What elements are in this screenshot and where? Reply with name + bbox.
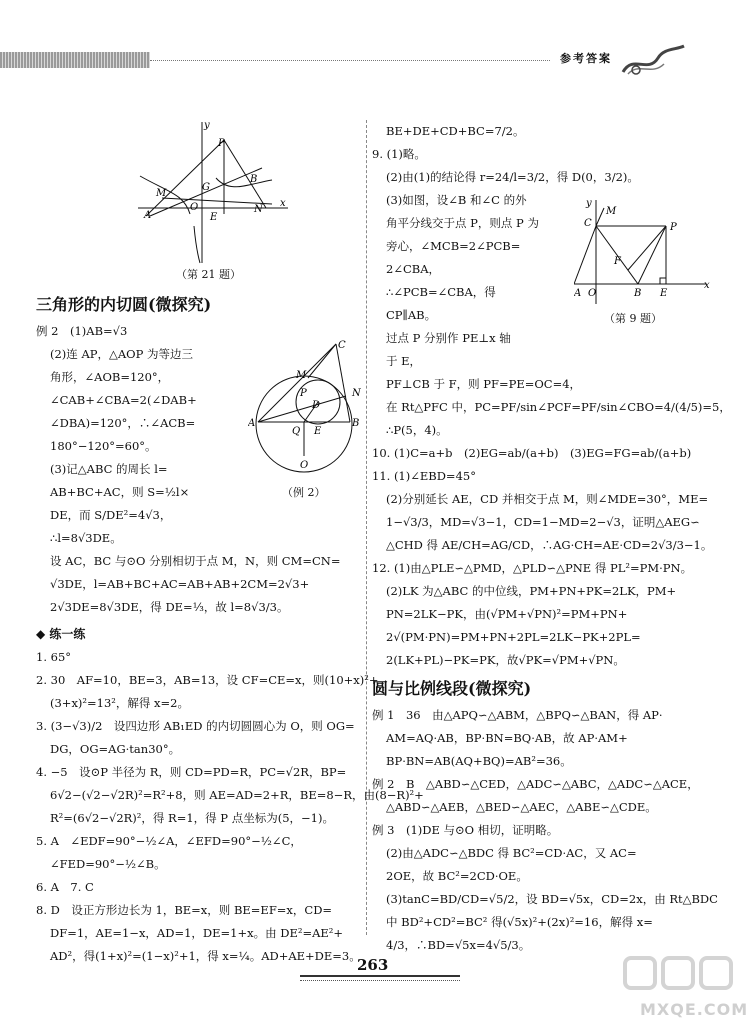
ex2-line: 设 AC，BC 与⊙O 分别相切于点 M，N，则 CM=CN= — [50, 554, 341, 568]
example-2-block — [36, 320, 251, 550]
svg-text:x: x — [704, 280, 710, 291]
answer-line: (3)如图，设∠B 和∠C 的外 — [386, 193, 527, 207]
svg-text:O: O — [190, 202, 199, 213]
ex2-line: DE，而 S/DE²=4√3， — [50, 508, 172, 522]
svg-text:y: y — [204, 120, 210, 131]
ex2-line: AB+BC+AC，则 S=½l× — [50, 485, 190, 499]
answer-line: 12. (1)由△PLE∽△PMD，△PLD∽△PNE 得 PL²=PM·PN。 — [372, 561, 693, 575]
ex2-line: ∠DBA)=120°，∴∠ACB= — [50, 416, 196, 430]
answer-line: 2∠CBA， — [386, 262, 441, 276]
answer-line: (2)分别延长 AE，CD 并相交于点 M，则∠MDE=30°，ME= — [386, 492, 709, 506]
ex2-line: ∠CAB+∠CBA=2(∠DAB+ — [50, 393, 197, 407]
figure-21 — [138, 118, 298, 268]
practice-line: 5. A ∠EDF=90°−½∠A，∠EFD=90°−½∠C， — [36, 834, 302, 848]
svg-text:B: B — [352, 418, 360, 429]
answer-line: 在 Rt△PFC 中，PC=PF/sin∠PCF=PF/sin∠CBO=4/(4/5)=5， — [386, 400, 731, 414]
practice-line: 3. (3−√3)/2 设四边形 AB₁ED 的内切圆圆心为 O，则 OG= — [36, 719, 355, 733]
svg-text:A: A — [248, 418, 256, 429]
ex2-line: (2)连 AP，△AOP 为等边三 — [50, 347, 193, 361]
q9-part3-block — [372, 189, 572, 373]
practice-line: DG，OG=AG·tan30°。 — [50, 742, 181, 756]
answer-line: 过点 P 分别作 PE⊥x 轴 — [386, 331, 511, 345]
example-line: (3)tanC=BD/CD=√5/2，设 BD=√5x，CD=2x，由 Rt△BDC — [386, 892, 718, 906]
footer-line — [300, 975, 460, 977]
practice-line: 6√2−(√2−√2R)²=R²+8，则 AE=AD=2+R，BE=8−R，由(8−R)²+ — [50, 788, 424, 802]
answer-line: PF⊥CB 于 F，则 PF=PE=OC=4， — [386, 377, 582, 391]
figure-example-2 — [248, 338, 364, 486]
example-line: △ABD∽△AEB，△BED∽△AEC，△ABE∽△CDE。 — [386, 800, 657, 814]
svg-text:N: N — [352, 388, 361, 399]
svg-text:N: N — [254, 204, 263, 215]
ex2-line: 2√3DE=8√3DE，得 DE=⅓，故 l=8√3/3。 — [50, 600, 289, 614]
answer-line: PN=2LK−PK，由(√PM+√PN)²=PM+PN+ — [386, 607, 628, 621]
answer-line: CP∥AB。 — [386, 308, 437, 322]
page-number: 263 — [357, 956, 389, 974]
svg-text:B: B — [250, 174, 258, 185]
svg-text:A: A — [574, 288, 582, 299]
answer-line: ∴P(5，4)。 — [386, 423, 448, 437]
practice-title: ◆ 练一练 — [36, 627, 86, 641]
ex2-line: 例 2 (1)AB=√3 — [36, 324, 128, 338]
practice-line: ∠FED=90°−½∠B。 — [50, 857, 166, 871]
practice-line: 2. 30 AF=10，BE=3，AB=13，设 CF=CE=x，则(10+x)²+ — [36, 673, 379, 687]
watermark-text: MXQE.COM — [640, 1000, 749, 1019]
figure-example-2-caption: （例 2） — [282, 486, 326, 499]
header-ornament-icon — [618, 44, 688, 78]
svg-text:E: E — [314, 426, 322, 437]
svg-text:P: P — [218, 138, 225, 149]
svg-text:G: G — [202, 182, 210, 193]
svg-text:Q: Q — [292, 426, 301, 437]
svg-text:P: P — [670, 222, 677, 233]
answer-line: ∴∠PCB=∠CBA，得 — [386, 285, 496, 299]
example-line: BP·BN=AB(AQ+BQ)=AB²=36。 — [386, 754, 572, 768]
svg-text:C: C — [338, 340, 346, 351]
answer-line: 9. (1)略。 — [372, 147, 426, 161]
practice-line: 8. D 设正方形边长为 1，BE=x，则 BE=EF=x，CD= — [36, 903, 333, 917]
svg-text:O: O — [588, 288, 597, 299]
example-line: (2)由△ADC∽△BDC 得 BC²=CD·AC，又 AC= — [386, 846, 637, 860]
answer-line: 旁心，∠MCB=2∠PCB= — [386, 239, 521, 253]
svg-text:x: x — [280, 198, 286, 209]
answer-line: 10. (1)C=a+b (2)EG=ab/(a+b) (3)EG=FG=ab/(a+b) — [372, 446, 692, 460]
svg-text:M: M — [156, 188, 167, 199]
ex2-line: 角形，∠AOB=120°， — [50, 370, 170, 384]
ex2-line: √3DE，l=AB+BC+AC=AB+AB+2CM=2√3+ — [50, 577, 310, 591]
answer-line: 2(LK+PL)−PK=PK，故√PK=√PM+√PN。 — [386, 653, 625, 667]
figure-21-caption: （第 21 题） — [176, 268, 241, 281]
answer-line: 于 E， — [386, 354, 422, 368]
svg-text:E: E — [660, 288, 668, 299]
practice-line: R²=(6√2−√2R)²，得 R=1，得 P 点坐标为(5，−1)。 — [50, 811, 334, 825]
practice-line: 6. A 7. C — [36, 880, 94, 894]
svg-text:M: M — [606, 206, 617, 217]
example-line: 中 BD²+CD²=BC² 得(√5x)²+(2x)²=16，解得 x= — [386, 915, 653, 929]
column-divider — [366, 120, 367, 935]
section-title-proportional: 圆与比例线段(微探究) — [372, 679, 532, 698]
figure-9-caption: （第 9 题） — [604, 312, 662, 325]
svg-text:F: F — [614, 256, 621, 267]
example-line: 例 3 (1)DE 与⊙O 相切，证明略。 — [372, 823, 559, 837]
footer-dotted-line — [300, 980, 460, 981]
answer-line: △CHD 得 AE/CH=AG/CD，∴AG·CH=AE·CD=2√3/3−1。 — [386, 538, 713, 552]
example-line: 例 1 36 由△APQ∽△ABM，△BPQ∽△BAN，得 AP· — [372, 708, 663, 722]
answer-line: (2)LK 为△ABC 的中位线，PM+PN+PK=2LK，PM+ — [386, 584, 677, 598]
svg-text:B: B — [634, 288, 642, 299]
ex2-line: (3)记△ABC 的周长 l= — [50, 462, 168, 476]
svg-text:E: E — [210, 212, 218, 223]
answer-line: BE+DE+CD+BC=7/2。 — [386, 124, 525, 138]
practice-line: DF=1，AE=1−x，AD=1，DE=1+x。由 DE²=AE²+ — [50, 926, 344, 940]
answer-line: 1−√3/3，MD=√3−1，CD=1−MD=2−√3，证明△AEG∽ — [386, 515, 700, 529]
svg-text:M: M — [296, 370, 307, 381]
svg-text:C: C — [584, 218, 592, 229]
example-line: 2OE，故 BC²=2CD·OE。 — [386, 869, 528, 883]
answer-line: 2√(PM·PN)=PM+PN+2PL=2LK−PK+2PL= — [386, 630, 641, 644]
header-title: 参考答案 — [560, 52, 612, 65]
section-title-incircle: 三角形的内切圆(微探究) — [36, 295, 212, 314]
page-header — [0, 44, 750, 74]
practice-line: 4. −5 设⊙P 半径为 R，则 CD=PD=R，PC=√2R，BP= — [36, 765, 347, 779]
figure-9 — [574, 196, 714, 308]
example-line: AM=AQ·AB，BP·BN=BQ·AB，故 AP·AM+ — [386, 731, 628, 745]
header-dotted-line — [150, 60, 550, 61]
svg-text:P: P — [300, 388, 307, 399]
answer-line: 11. (1)∠EBD=45° — [372, 469, 476, 483]
svg-text:D: D — [312, 400, 321, 411]
example-line: 例 2 B △ABD∽△CED，△ADC∽△ABC，△ADC∽△ACE， — [372, 777, 699, 791]
example-line: 4/3，∴BD=√5x=4√5/3。 — [386, 938, 531, 952]
answer-line: 角平分线交于点 P，则点 P 为 — [386, 216, 539, 230]
practice-line: 1. 65° — [36, 650, 72, 664]
answer-line: (2)由(1)的结论得 r=24/l=3/2，得 D(0，3/2)。 — [386, 170, 639, 184]
practice-line: (3+x)²=13²，解得 x=2。 — [50, 696, 189, 710]
svg-text:O: O — [300, 460, 309, 471]
ex2-line: ∴l=8√3DE。 — [50, 531, 122, 545]
ex2-line: 180°−120°=60°。 — [50, 439, 157, 453]
svg-text:A: A — [144, 210, 152, 221]
practice-line: AD²，得(1+x)²=(1−x)²+1，得 x=¼。AD+AE+DE=3。 — [50, 949, 361, 963]
svg-text:y: y — [586, 198, 592, 209]
header-texture-bar — [0, 52, 150, 68]
